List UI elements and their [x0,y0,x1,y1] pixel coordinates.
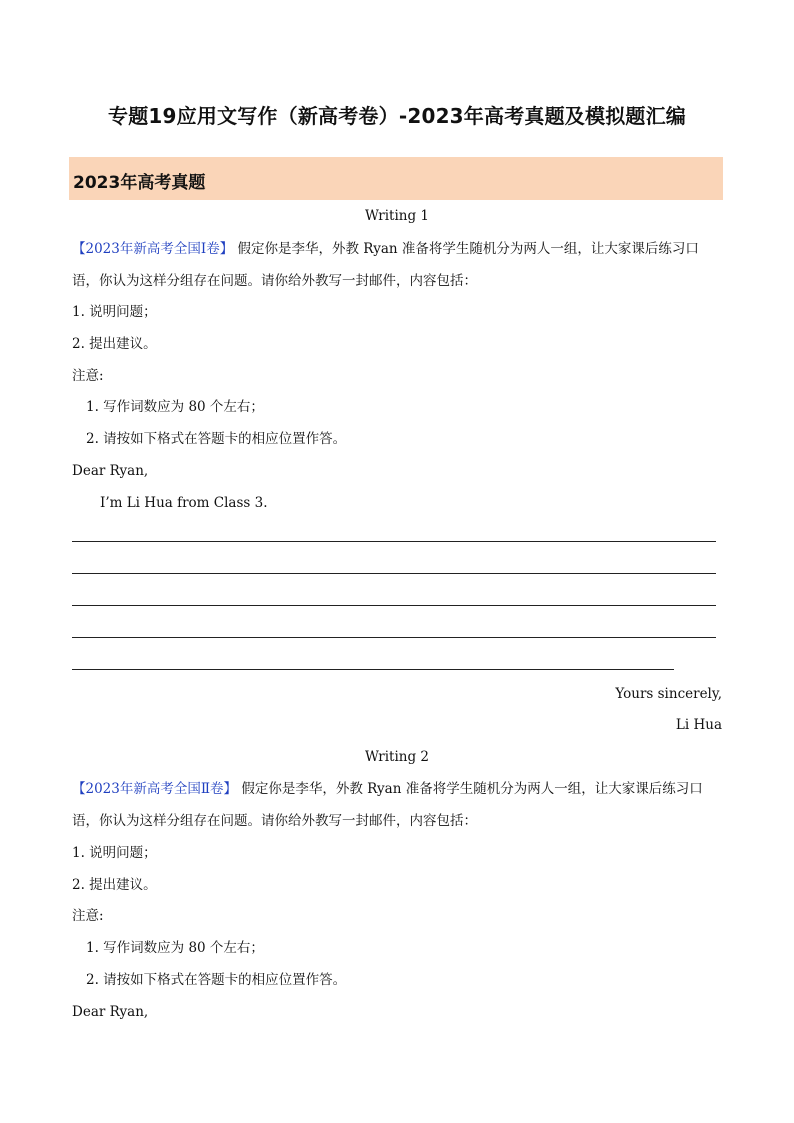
writing-2-heading: Writing 2 [365,749,429,765]
writing-1-prompt-line-1 [72,240,699,258]
answer-line-3 [72,605,716,606]
writing-1-prompt-line-2: 语，你认为这样分组存在问题。请你给外教写一封邮件，内容包括： [72,273,477,289]
writing-1-note-label: 注意: [72,368,104,384]
writing-2-note-2: 2. 请按如下格式在答题卡的相应位置作答。 [86,972,347,988]
answer-line-4 [72,637,716,638]
answer-line-1 [72,541,716,542]
writing-2-salutation: Dear Ryan, [72,1004,149,1020]
writing-2-prompt-line-1 [72,780,703,798]
writing-1-heading: Writing 1 [365,208,429,224]
writing-1-prompt-text: 假定你是李华，外教 Ryan 准备将学生随机分为两人一组，让大家课后练习口 [233,241,699,257]
writing-2-prompt-text: 假定你是李华，外教 Ryan 准备将学生随机分为两人一组，让大家课后练习口 [237,781,703,797]
writing-2-note-1: 1. 写作词数应为 80 个左右； [86,940,264,956]
writing-1-point-2: 2. 提出建议。 [72,336,157,352]
writing-1-signature: Li Hua [675,717,722,733]
section-heading-bar [69,157,723,200]
writing-1-note-2: 2. 请按如下格式在答题卡的相应位置作答。 [86,431,347,447]
answer-line-5 [72,669,674,670]
answer-line-2 [72,573,716,574]
writing-1-point-1: 1. 说明问题； [72,304,157,320]
writing-1-opening: I’m Li Hua from Class 3. [100,495,268,511]
document-title: 专题19应用文写作（新高考卷）-2023年高考真题及模拟题汇编 [108,104,686,128]
section-heading: 2023年高考真题 [73,173,206,193]
writing-2-note-label: 注意: [72,908,104,924]
writing-1-note-1: 1. 写作词数应为 80 个左右； [86,399,264,415]
writing-2-point-2: 2. 提出建议。 [72,877,157,893]
writing-1-salutation: Dear Ryan, [72,463,149,479]
writing-2-source-tag: 【2023年新高考全国Ⅱ卷】 [72,781,238,797]
writing-2-prompt-line-2: 语，你认为这样分组存在问题。请你给外教写一封邮件，内容包括： [72,813,477,829]
writing-1-source-tag: 【2023年新高考全国Ⅰ卷】 [72,241,234,257]
writing-1-closing: Yours sincerely, [615,686,722,702]
writing-2-point-1: 1. 说明问题； [72,845,157,861]
